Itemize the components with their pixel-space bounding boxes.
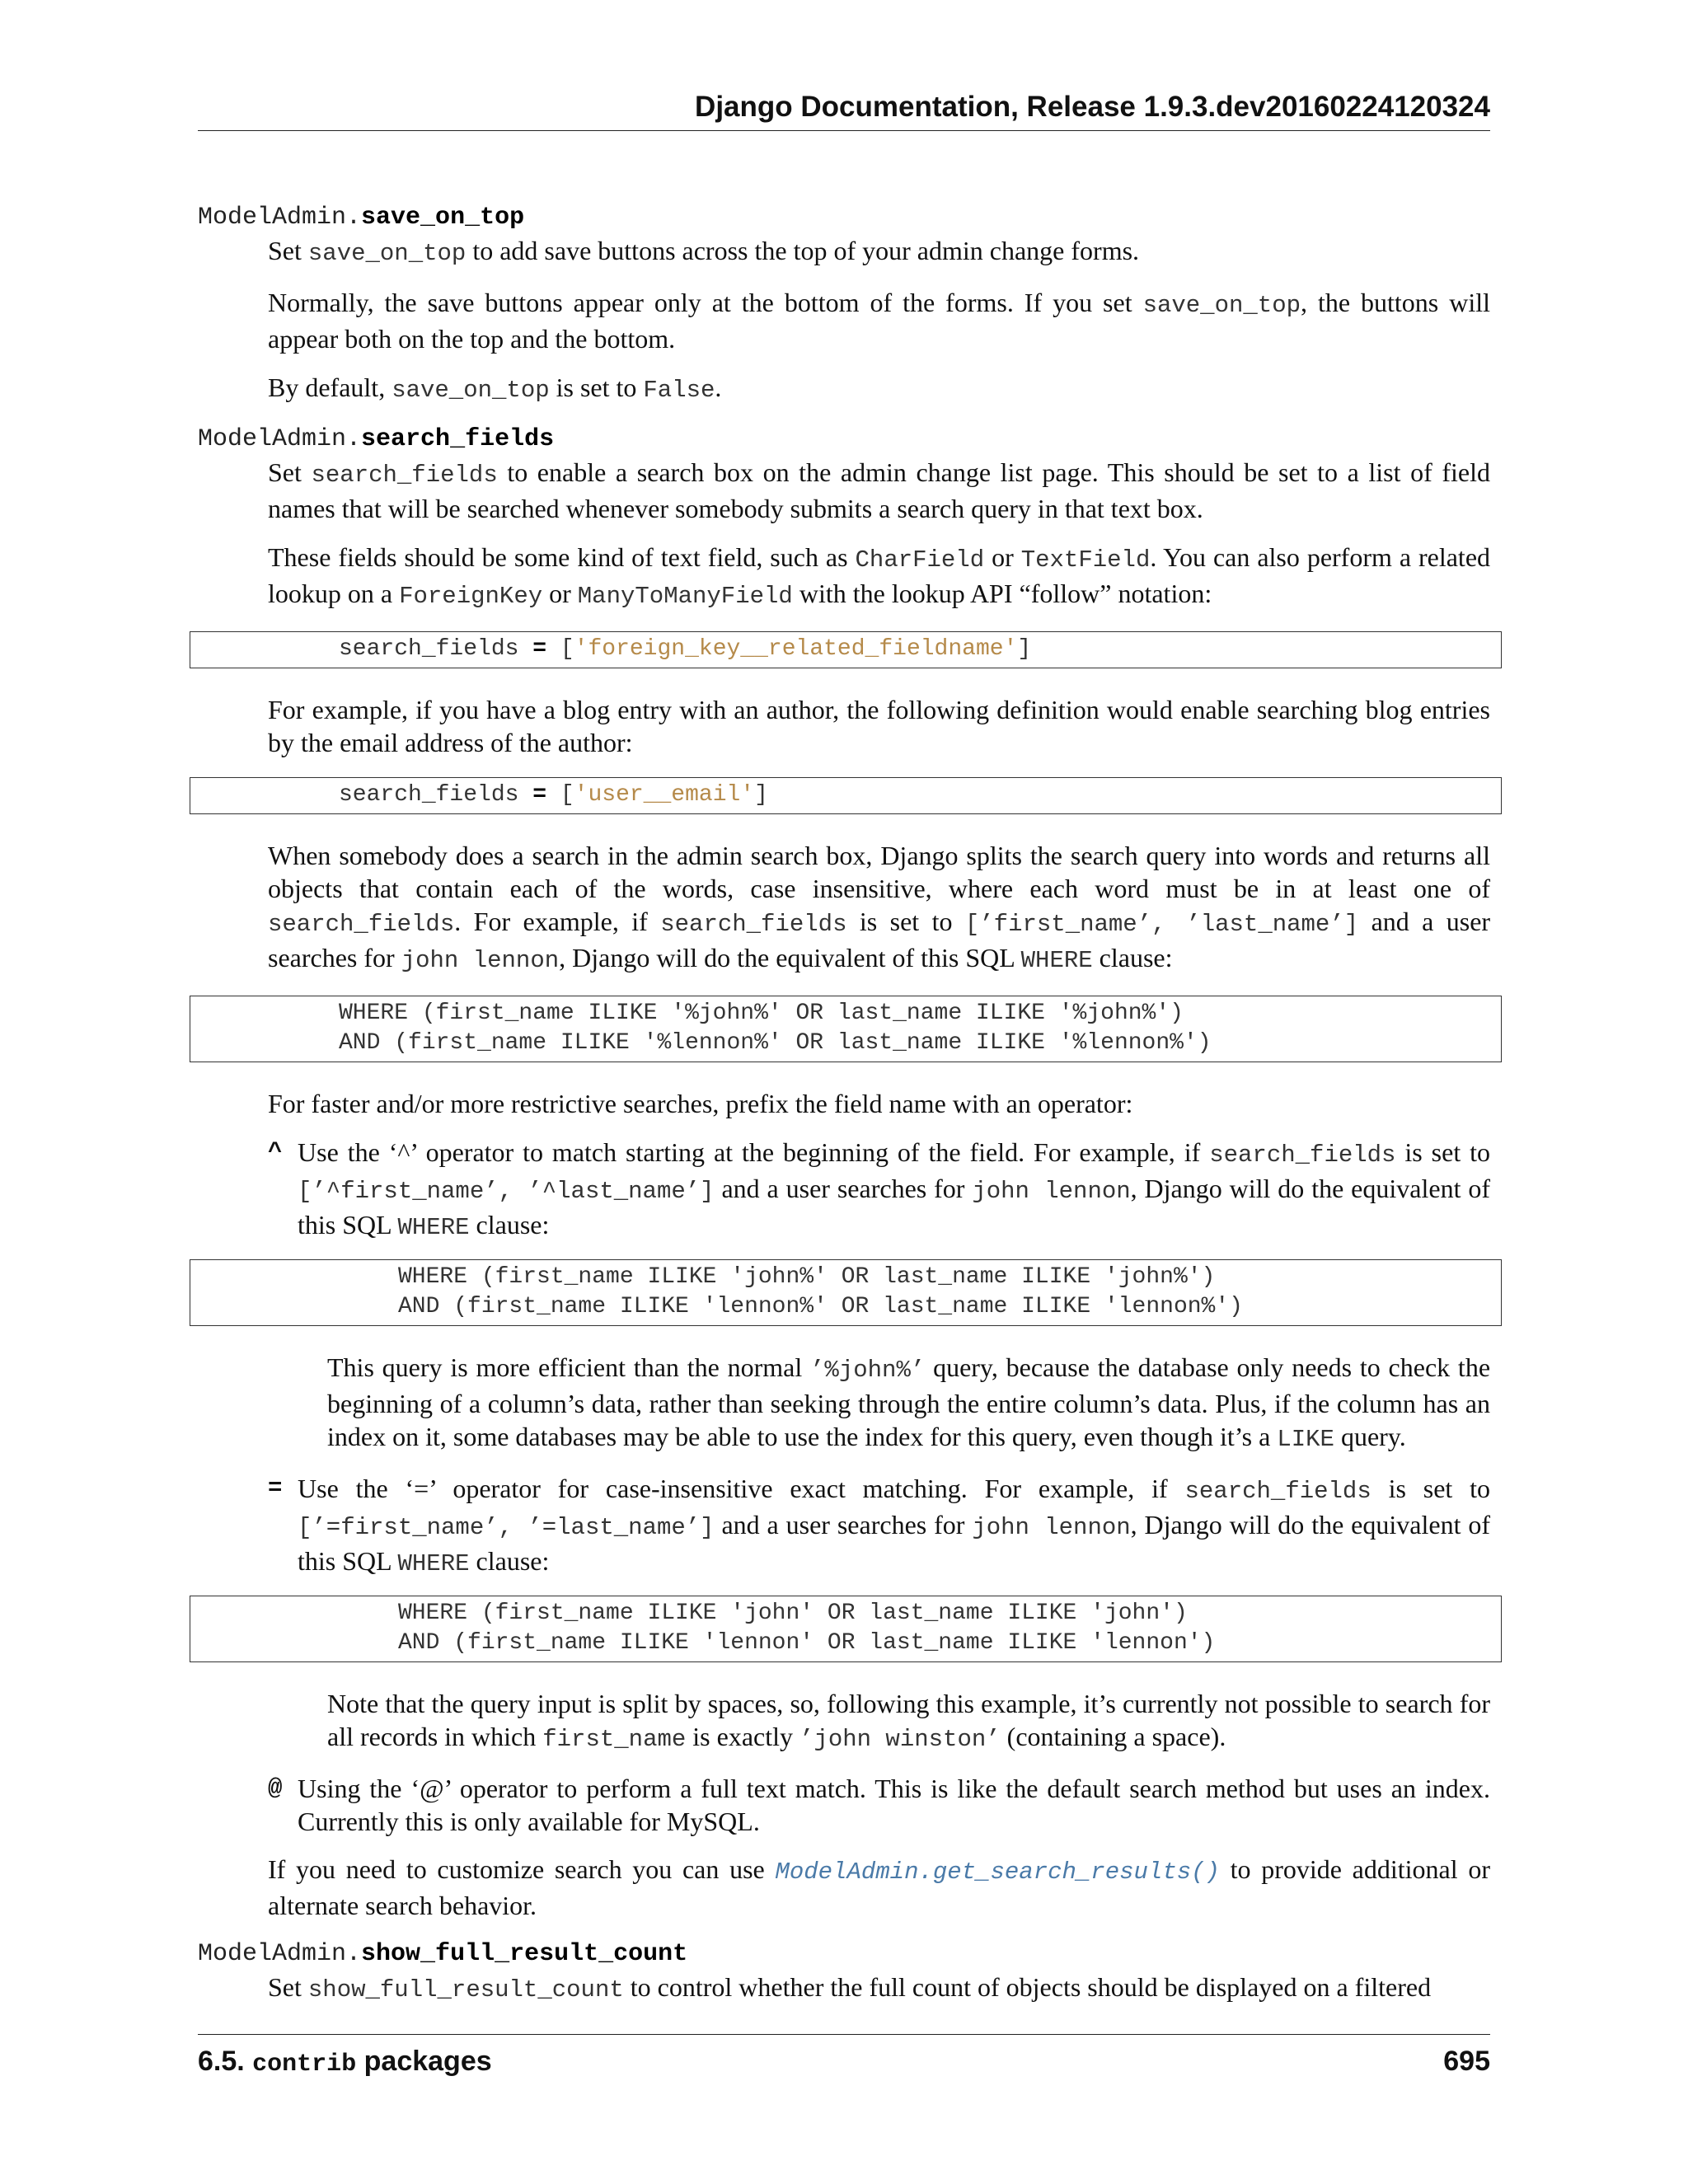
paragraph: This query is more efficient than the normal ’%john%’ query, because the database only needs to check the beginning of a column’s data, rather than seeking through the entire column’s data. Plus, if the column has an index on it, some databases may be able to use the index for this query, even though it’s a LIKE query. <box>327 1352 1491 1453</box>
sql-code-block: WHERE (first_name ILIKE '%john%' OR last_name ILIKE '%john%') AND (first_name ILIKE '%lennon%' OR last_name ILIKE '%lennon%') <box>190 996 1502 1062</box>
attr-name: show_full_result_count <box>361 1940 688 1968</box>
operator-key: = <box>268 1474 283 1502</box>
operator-item-equals: = Use the ‘=’ operator for case-insensitive exact matching. For example, if search_fields is set to [’=first_name’, ’=last_name’] and a user searches for john lennon, Django will do the equivalent of this SQL WHERE clause: <box>268 1472 1490 1581</box>
operator-key: @ <box>268 1774 283 1802</box>
page-number: 695 <box>1443 2046 1490 2077</box>
page-content <box>198 198 1490 2022</box>
paragraph: When somebody does a search in the admin search box, Django splits the search query into words and returns all objects that contain each of the words, case insensitive, where each word must be in at least one of search_fields. For example, if search_fields is set to [’first_name’, ’last_name’] and a user searches for john lennon, Django will do the equivalent of this SQL WHERE clause: <box>268 841 1491 974</box>
attr-desc-search-fields <box>268 456 1490 1922</box>
attr-signature-show-full-result-count: ModelAdmin.show_full_result_count <box>198 1940 688 1968</box>
paragraph: Normally, the save buttons appear only at the bottom of the forms. If you set save_on_top, the buttons will appear both on the top and the bottom. <box>268 288 1491 354</box>
page-footer <box>198 2034 1490 2083</box>
paragraph: These fields should be some kind of text field, such as CharField or TextField. You can also perform a related lookup on a ForeignKey or ManyToManyField with the lookup API “follow” notation: <box>268 542 1491 610</box>
attr-signature-search-fields: ModelAdmin.search_fields <box>198 425 555 453</box>
operator-note <box>327 1351 1490 1456</box>
paragraph: By default, save_on_top is set to False. <box>268 373 722 404</box>
paragraph: Set show_full_result_count to control whether the full count of objects should be displayed on a filtered <box>268 1972 1432 2004</box>
paragraph: Set search_fields to enable a search box on the admin change list page. This should be set to a list of field names that will be searched whenever somebody submits a search query in that text box. <box>268 457 1491 523</box>
paragraph: For example, if you have a blog entry with an author, the following definition would enable searching blog entries by the email address of the author: <box>268 695 1490 757</box>
attr-signature-save-on-top: ModelAdmin.save_on_top <box>198 204 525 232</box>
attr-desc-show-full-result-count <box>268 1971 1490 2007</box>
attr-name: search_fields <box>361 425 555 453</box>
attr-name: save_on_top <box>361 204 525 232</box>
code-block: search_fields = ['foreign_key__related_fieldname'] <box>190 631 1502 668</box>
sql-code-block: WHERE (first_name ILIKE 'john' OR last_name ILIKE 'john') AND (first_name ILIKE 'lennon' OR last_name ILIKE 'lennon') <box>190 1596 1502 1662</box>
attr-desc-save-on-top <box>268 234 1490 407</box>
code-block: search_fields = ['user__email'] <box>190 777 1502 814</box>
get-search-results-link[interactable]: ModelAdmin.get_search_results() <box>775 1858 1220 1886</box>
paragraph: If you need to customize search you can use ModelAdmin.get_search_results() to provide additional or alternate search behavior. <box>268 1854 1491 1920</box>
operator-item-at: @ Using the ‘@’ operator to perform a full text match. This is like the default search method but uses an index. Currently this is only available for MySQL. <box>268 1774 1490 1836</box>
operator-key: ^ <box>268 1138 283 1165</box>
header-title: Django Documentation, Release 1.9.3.dev20160224120324 <box>695 91 1490 123</box>
operator-note <box>327 1687 1490 1756</box>
page-header <box>198 87 1490 131</box>
sql-code-block: WHERE (first_name ILIKE 'john%' OR last_name ILIKE 'john%') AND (first_name ILIKE 'lennon%' OR last_name ILIKE 'lennon%') <box>190 1259 1502 1326</box>
paragraph: Set save_on_top to add save buttons across the top of your admin change forms. <box>268 236 1140 267</box>
paragraph: Note that the query input is split by spaces, so, following this example, it’s currently not possible to search for all records in which first_name is exactly ’john winston’ (containing a space). <box>327 1689 1490 1753</box>
paragraph: For faster and/or more restrictive searches, prefix the field name with an operator: <box>268 1089 1133 1118</box>
operator-item-caret: ^ Use the ‘^’ operator to match starting at the beginning of the field. For example, if search_fields is set to [’^first_name’, ’^last_name’] and a user searches for john lennon, Django will do the equivalent of this SQL WHERE clause: <box>268 1136 1490 1244</box>
footer-section: 6.5. contrib packages <box>198 2046 492 2079</box>
